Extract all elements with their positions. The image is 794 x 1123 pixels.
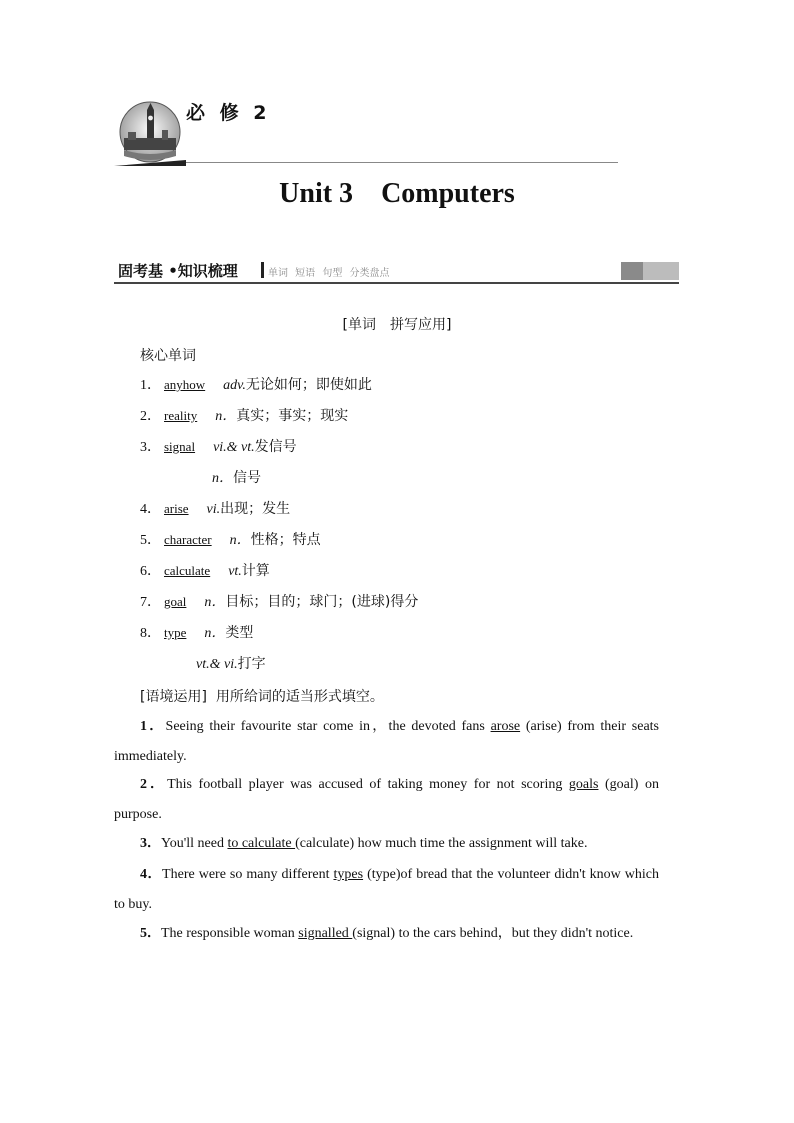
- exercise-text-after: (calculate) how much time the assignment will take.: [295, 836, 588, 851]
- vocab-definition: 信号: [233, 470, 261, 486]
- vocab-pos: vi.& vt.: [213, 440, 255, 455]
- unit-label: Unit 3: [279, 178, 354, 209]
- context-instruction: [140, 686, 384, 706]
- vocab-definition: 发信号: [254, 439, 297, 455]
- vocab-word: arise: [164, 501, 189, 516]
- unit-heading: [0, 178, 794, 210]
- vocab-word: type: [164, 625, 187, 640]
- exercise-text-before: The responsible woman: [161, 926, 299, 941]
- context-text: 用所给词的适当形式填空。: [215, 689, 384, 705]
- vocab-word: character: [164, 532, 212, 547]
- exercise-item: [114, 829, 659, 859]
- vocab-pos: adv.: [223, 378, 246, 393]
- vocab-pos: vt.: [228, 564, 242, 579]
- section-label: [单词 拼写应用]: [342, 317, 452, 333]
- exercise-number: 4．: [140, 867, 163, 882]
- vocab-number: 5．: [140, 533, 161, 548]
- vocab-number: 8．: [140, 626, 161, 641]
- vocab-item: [140, 498, 290, 518]
- vocab-sense: [212, 467, 261, 487]
- vocab-pos: vt.& vi.: [196, 657, 238, 672]
- banner-block-dark: [621, 262, 643, 280]
- vocab-sense: [196, 653, 266, 673]
- exercise-answer: signalled: [298, 926, 353, 941]
- exercise-number: 5．: [140, 926, 161, 941]
- vocab-item: [140, 436, 297, 456]
- exercise-text-before: You'll need: [161, 836, 228, 851]
- vocab-number: 4．: [140, 502, 161, 517]
- vocab-number: 2．: [140, 409, 161, 424]
- exercise-number: 2．: [140, 777, 168, 792]
- big-ben-logo-icon: [118, 100, 182, 164]
- vocab-number: 1．: [140, 378, 161, 393]
- vocab-word: signal: [164, 439, 196, 454]
- vocab-pos: vi.: [206, 502, 221, 517]
- vocab-definition: 打字: [237, 656, 266, 672]
- vocab-definition: 目标；目的；球门；(进球)得分: [225, 594, 419, 610]
- vocab-definition: 真实；事实；现实: [236, 408, 349, 424]
- exercise-item: [114, 860, 659, 920]
- exercise-text-after: (goal) on purpose.: [114, 777, 659, 822]
- vocab-pos: n．: [215, 409, 237, 424]
- exercise-text-after: (signal) to the cars behind，but they didn't notice.: [352, 926, 634, 941]
- exercise-text-after: (arise) from their seats immediately.: [114, 719, 659, 764]
- book-title: 必 修 2: [186, 102, 271, 124]
- vocab-definition: 无论如何；即使如此: [245, 377, 372, 393]
- context-label: [语境运用]: [140, 689, 207, 705]
- vocab-item: [140, 591, 418, 611]
- header-wedge: [114, 160, 186, 166]
- vocab-definition: 出现；发生: [220, 501, 291, 517]
- vocab-pos: n．: [204, 595, 226, 610]
- exercise-answer: arose: [490, 719, 521, 734]
- vocab-item: [140, 622, 253, 642]
- exercise-number: 1．: [140, 719, 166, 734]
- vocab-word: reality: [164, 408, 198, 423]
- vocab-item: [140, 374, 372, 394]
- vocab-definition: 性格；特点: [250, 532, 321, 548]
- vocab-definition: 类型: [225, 625, 254, 641]
- core-words-heading: 核心单词: [140, 348, 196, 364]
- vocab-pos: n．: [212, 471, 233, 486]
- vocab-word: calculate: [164, 563, 211, 578]
- vocab-item: [140, 560, 270, 580]
- exercise-text-before: This football player was accused of taking money for not scoring: [167, 777, 569, 792]
- vocab-pos: n．: [229, 533, 251, 548]
- banner-title: 固考基 •知识梳理: [118, 262, 238, 280]
- exercise-text-before: There were so many different: [162, 867, 334, 882]
- exercise-answer: types: [333, 867, 364, 882]
- vocab-word: goal: [164, 594, 187, 609]
- exercise-number: 3．: [140, 836, 161, 851]
- vocab-definition: 计算: [241, 563, 270, 579]
- exercise-answer: goals: [568, 777, 599, 792]
- vocab-item: [140, 405, 348, 425]
- header-rule: [178, 162, 618, 163]
- section-banner: [114, 260, 679, 284]
- vocab-number: 3．: [140, 440, 161, 455]
- exercise-item: [114, 770, 659, 830]
- exercise-item: [114, 712, 659, 772]
- banner-block-light: [643, 262, 679, 280]
- vocab-pos: n．: [204, 626, 226, 641]
- vocab-number: 6．: [140, 564, 161, 579]
- vocab-word: anyhow: [164, 377, 206, 392]
- exercise-answer: to calculate: [227, 836, 296, 851]
- exercise-item: [114, 919, 659, 949]
- exercise-text-before: Seeing their favourite star come in，the devoted fans: [165, 719, 491, 734]
- banner-divider: [261, 262, 264, 278]
- vocab-number: 7．: [140, 595, 161, 610]
- unit-title: Computers: [381, 178, 515, 209]
- banner-subtitle: 单词 短语 句型 分类盘点: [268, 268, 390, 279]
- exercise-text-after: (type)of bread that the volunteer didn't know which to buy.: [114, 867, 660, 912]
- vocab-item: [140, 529, 321, 549]
